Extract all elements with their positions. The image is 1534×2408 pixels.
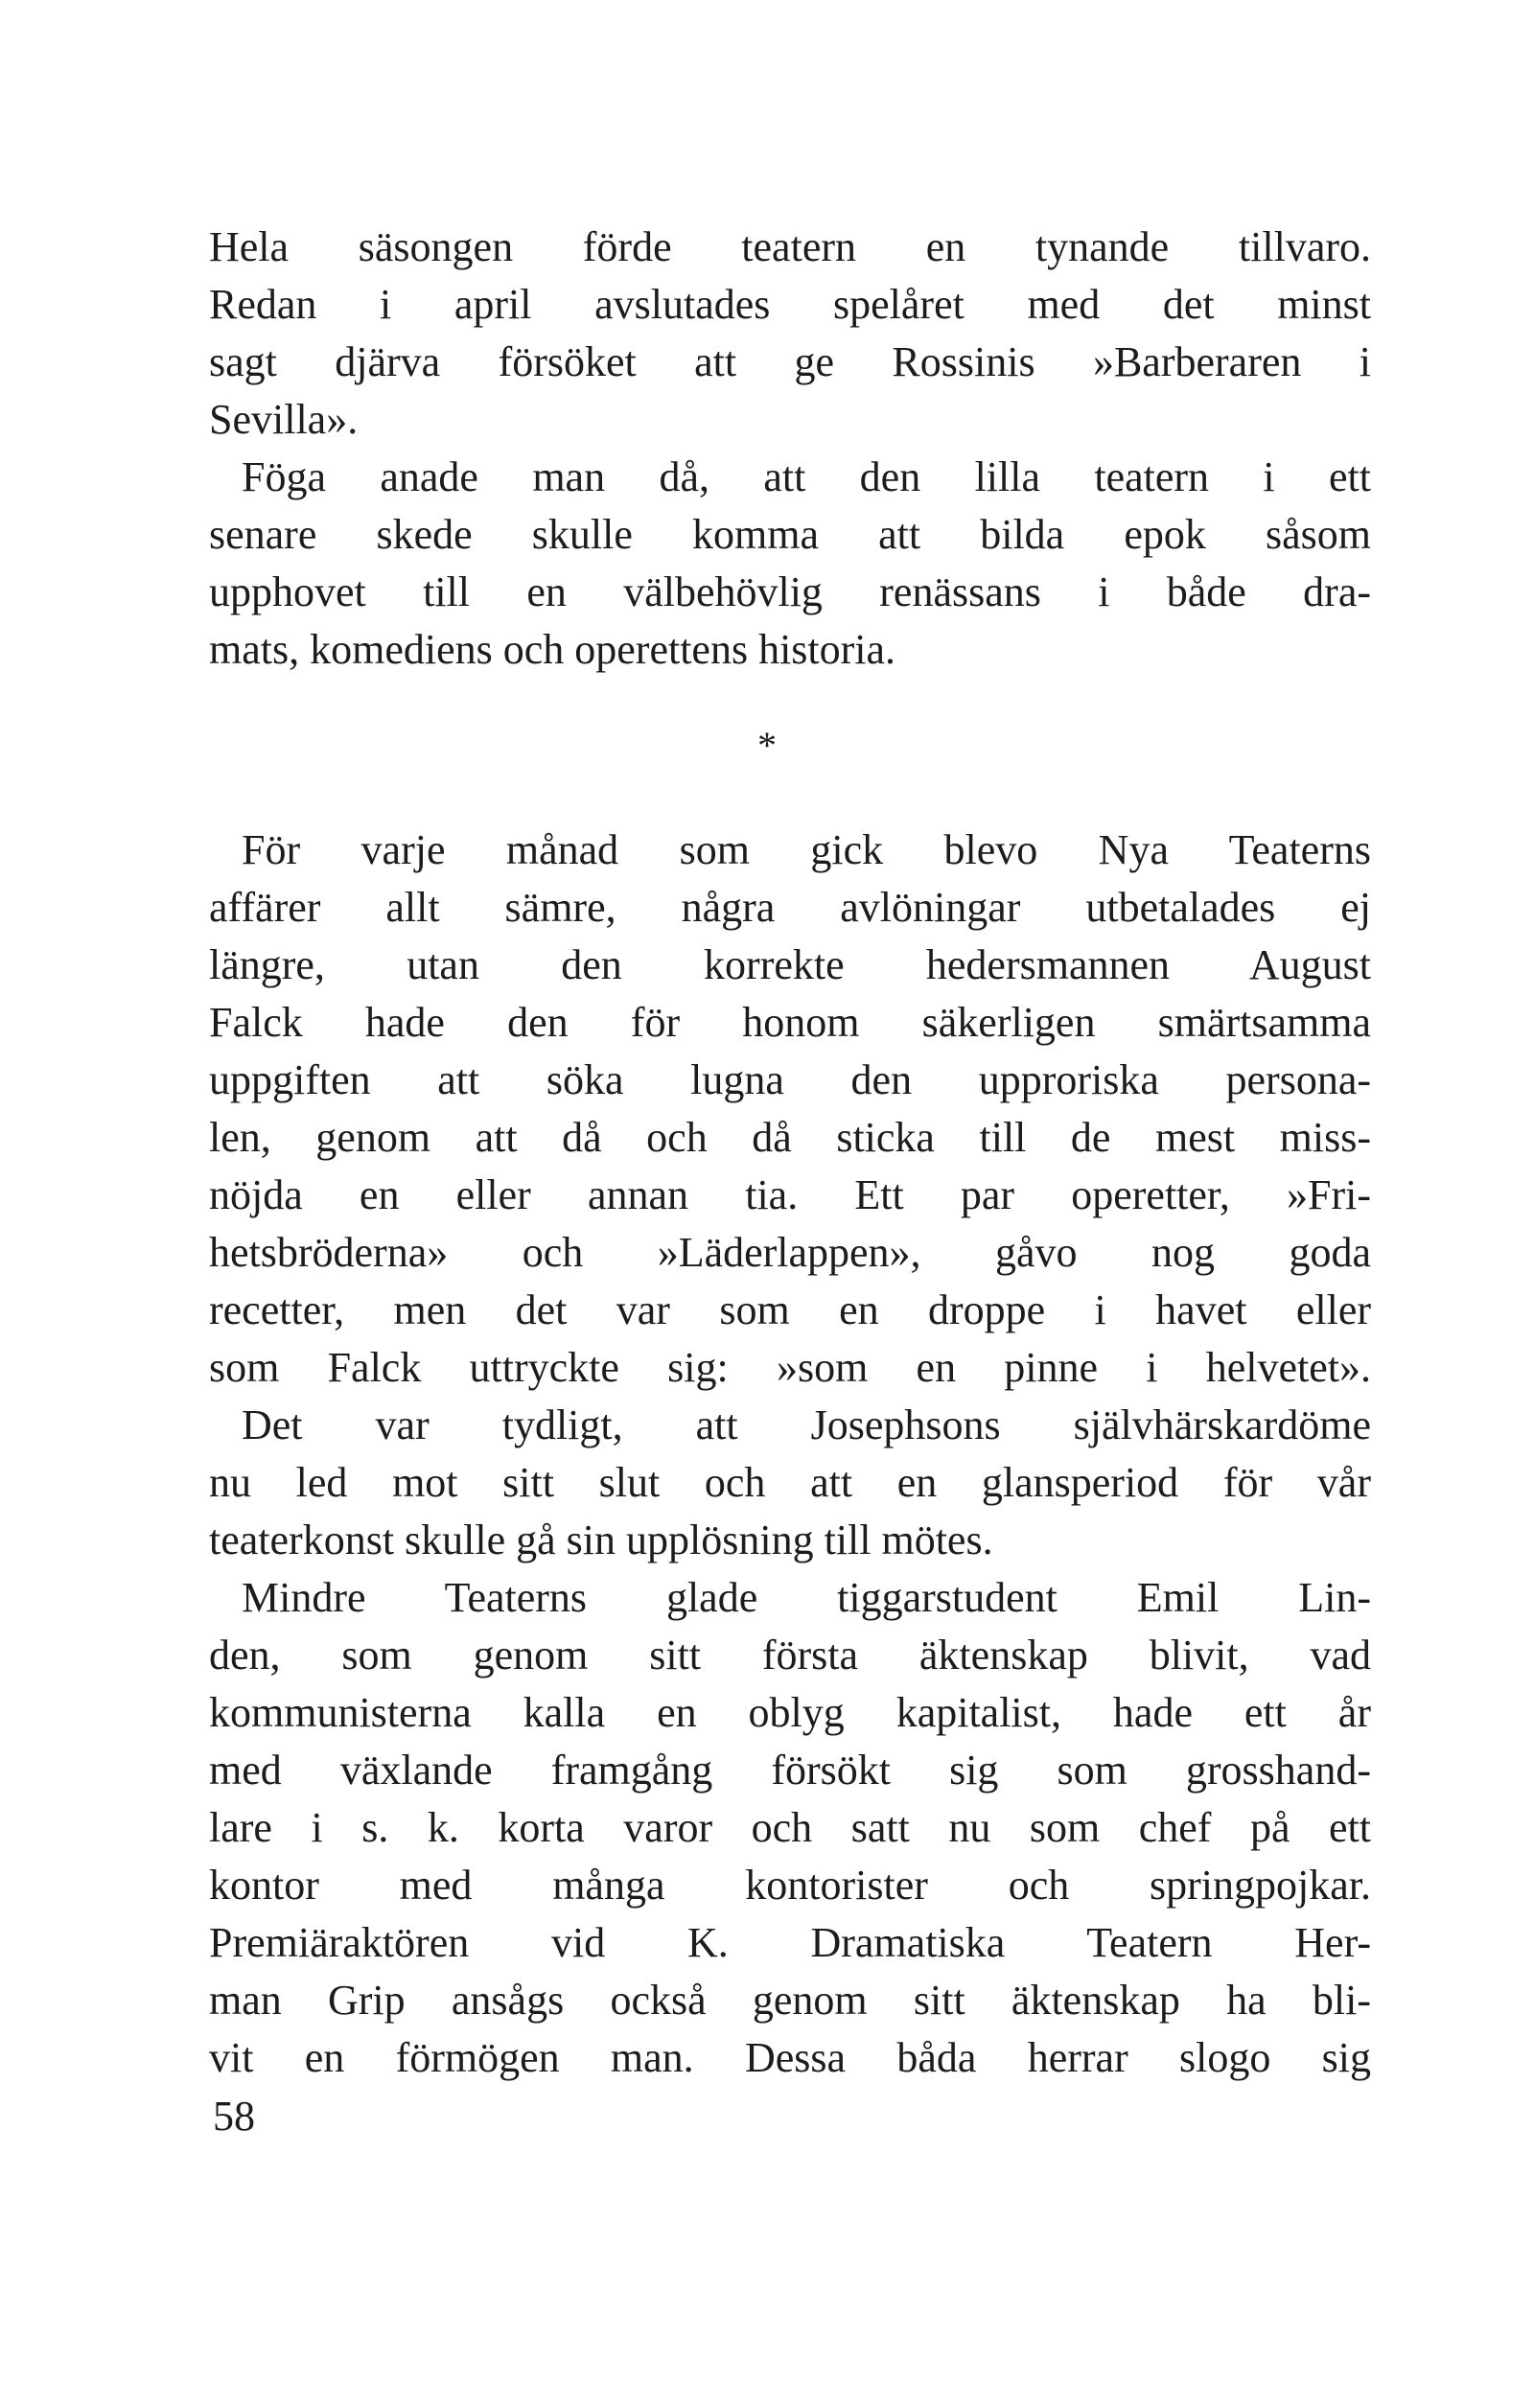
text-line: Premiäraktören vid K. Dramatiska Teatern Her- (209, 1919, 1371, 1966)
text-line: nöjda en eller annan tia. Ett par operetter, »Fri- (209, 1171, 1371, 1218)
text-block-main (209, 822, 1371, 2087)
text-line: den, som genom sitt första äktenskap blivit, vad (209, 1632, 1371, 1679)
text-line: Hela säsongen förde teatern en tynande tillvaro. (209, 223, 1371, 270)
text-line: kommunisterna kalla en oblyg kapitalist, hade ett år (209, 1689, 1371, 1736)
text-line: nu led mot sitt slut och att en glansperiod för vår (209, 1459, 1371, 1506)
text-line: len, genom att då och då sticka till de mest miss- (209, 1114, 1371, 1161)
text-line: Falck hade den för honom säkerligen smärtsamma (209, 999, 1371, 1046)
page-number: 58 (213, 2093, 255, 2140)
text-block-top (209, 219, 1371, 679)
text-line: teaterkonst skulle gå sin upplösning till mötes. (209, 1517, 993, 1563)
text-line: upphovet till en välbehövlig renässans i både dra- (209, 568, 1371, 615)
text-line: mats, komediens och operettens historia. (209, 626, 896, 673)
text-line: Redan i april avslutades spelåret med det minst (209, 281, 1371, 328)
text-line: vit en förmögen man. Dessa båda herrar slogo sig (209, 2034, 1371, 2081)
text-line: Föga anade man då, att den lilla teatern i ett (242, 453, 1371, 500)
text-line: lare i s. k. korta varor och satt nu som chef på ett (209, 1804, 1371, 1851)
text-line: längre, utan den korrekte hedersmannen August (209, 941, 1371, 988)
text-line: Sevilla». (209, 396, 359, 443)
text-line: hetsbröderna» och »Läderlappen», gåvo nog goda (209, 1229, 1371, 1276)
text-line: recetter, men det var som en droppe i havet eller (209, 1286, 1371, 1333)
text-line: senare skede skulle komma att bilda epok såsom (209, 511, 1371, 558)
text-line: med växlande framgång försökt sig som grosshand- (209, 1747, 1371, 1794)
text-line: uppgiften att söka lugna den upproriska persona- (209, 1056, 1371, 1103)
text-line: affärer allt sämre, några avlöningar utbetalades ej (209, 884, 1371, 931)
section-separator: * (757, 724, 777, 767)
text-line: För varje månad som gick blevo Nya Teaterns (242, 826, 1371, 873)
text-line: sagt djärva försöket att ge Rossinis »Barberaren i (209, 338, 1371, 385)
text-line: som Falck uttryckte sig: »som en pinne i helvetet». (209, 1344, 1371, 1391)
text-line: man Grip ansågs också genom sitt äktenskap ha bli- (209, 1977, 1371, 2024)
text-line: kontor med många kontorister och springpojkar. (209, 1862, 1371, 1909)
text-line: Det var tydligt, att Josephsons självhärskardöme (242, 1401, 1371, 1448)
text-line: Mindre Teaterns glade tiggarstudent Emil Lin- (242, 1574, 1371, 1621)
